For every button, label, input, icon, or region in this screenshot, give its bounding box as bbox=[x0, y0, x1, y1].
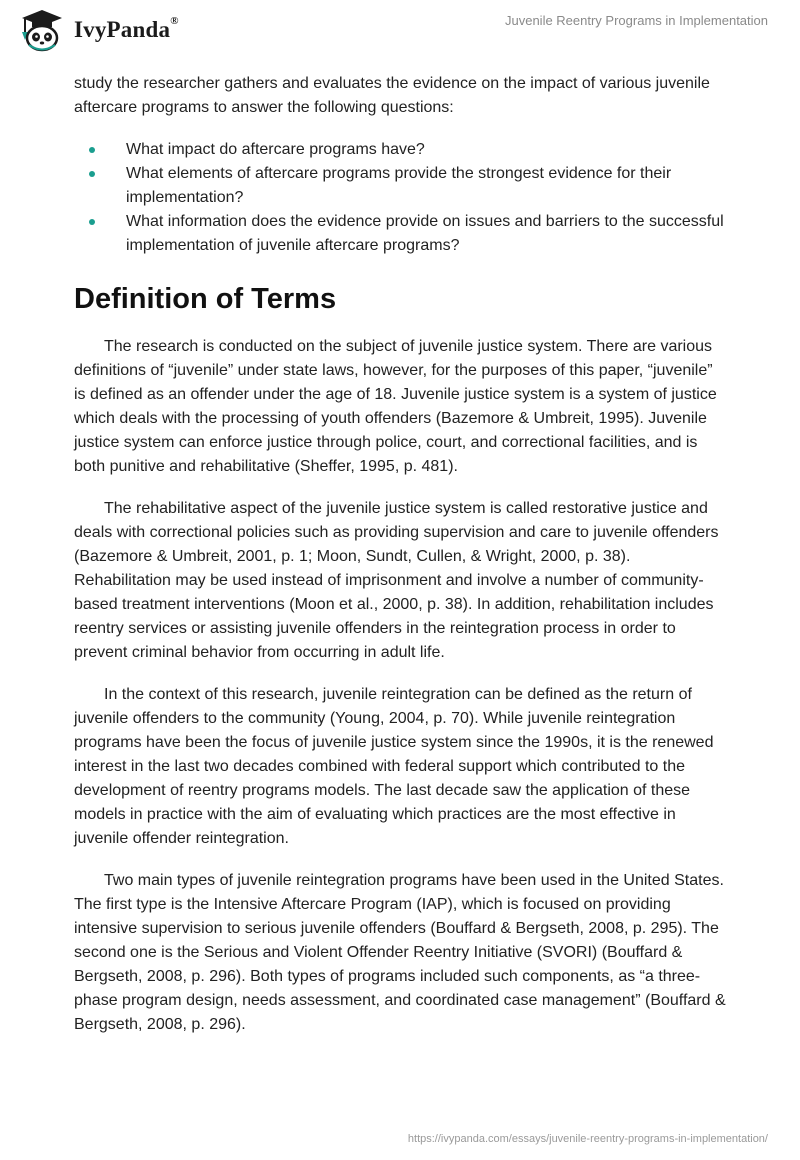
body-paragraph: In the context of this research, juvenile reintegration can be defined as the return of juvenile offenders to the community (Young, 2004, p. 70). While juvenile reintegration programs have been the focus of juvenile justice system since the 1990s, it is the renewed interest in the last two decades combined with federal support which contributed to the development of reentry programs models. The last decade saw the application of these models in practice with the aim of evaluating which practices are the most effective in juvenile offender reintegration. bbox=[74, 686, 714, 847]
brand-name: IvyPanda® bbox=[74, 15, 179, 42]
page-header bbox=[0, 0, 800, 70]
section-heading: Definition of Terms bbox=[74, 283, 337, 315]
article-body bbox=[74, 72, 726, 1055]
bullet-dot-icon bbox=[89, 171, 95, 177]
list-item: What elements of aftercare programs provide the strongest evidence for their implementation? bbox=[74, 162, 726, 210]
document-title: Juvenile Reentry Programs in Implementation bbox=[504, 13, 768, 28]
registered-mark: ® bbox=[170, 15, 179, 27]
list-item: What impact do aftercare programs have? bbox=[74, 138, 726, 162]
research-questions-list bbox=[74, 138, 726, 258]
body-paragraph: The rehabilitative aspect of the juvenile justice system is called restorative justice and deals with correctional policies such as providing supervision and care to juvenile offenders (Bazemore & Umbreit, 2001, p. 1; Moon, Sundt, Cullen, & Wright, 2000, p. 38). Rehabilitation may be used instead of imprisonment and involve a number of community-based treatment interventions (Moon et al., 2000, p. 38). In addition, rehabilitation includes reentry services or assisting juvenile offenders in the reintegration process in order to prevent criminal behavior from occurring in adult life. bbox=[74, 500, 719, 661]
intro-paragraph: study the researcher gathers and evaluates the evidence on the impact of various juvenile aftercare programs to answer the following questions: bbox=[74, 75, 710, 116]
panda-logo-icon bbox=[16, 8, 68, 52]
bullet-dot-icon bbox=[89, 147, 95, 153]
source-url[interactable]: https://ivypanda.com/essays/juvenile-reentry-programs-in-implementation/ bbox=[407, 1133, 768, 1145]
list-item: What information does the evidence provide on issues and barriers to the successful implementation of juvenile aftercare programs? bbox=[74, 210, 726, 258]
body-paragraph: The research is conducted on the subject of juvenile justice system. There are various definitions of “juvenile” under state laws, however, for the purposes of this paper, “juvenile” is defined as an offender under the age of 18. Juvenile justice system is a system of justice which deals with the processing of youth offenders (Bazemore & Umbreit, 1995). Juvenile justice system can enforce justice through police, court, and correctional facilities, and is both punitive and rehabilitative (Sheffer, 1995, p. 481). bbox=[74, 338, 717, 475]
body-paragraph: Two main types of juvenile reintegration programs have been used in the United States. The first type is the Intensive Aftercare Program (IAP), which is focused on providing intensive supervision to serious juvenile offenders (Bouffard & Bergseth, 2008, p. 295). The second one is the Serious and Violent Offender Reentry Initiative (SVORI) (Bouffard & Bergseth, 2008, p. 296). Both types of programs included such components, as “a three-phase program design, needs assessment, and coordinated case management” (Bouffard & Bergseth, 2008, p. 296). bbox=[74, 872, 726, 1033]
brand-logo[interactable] bbox=[16, 8, 179, 52]
bullet-dot-icon bbox=[89, 219, 95, 225]
